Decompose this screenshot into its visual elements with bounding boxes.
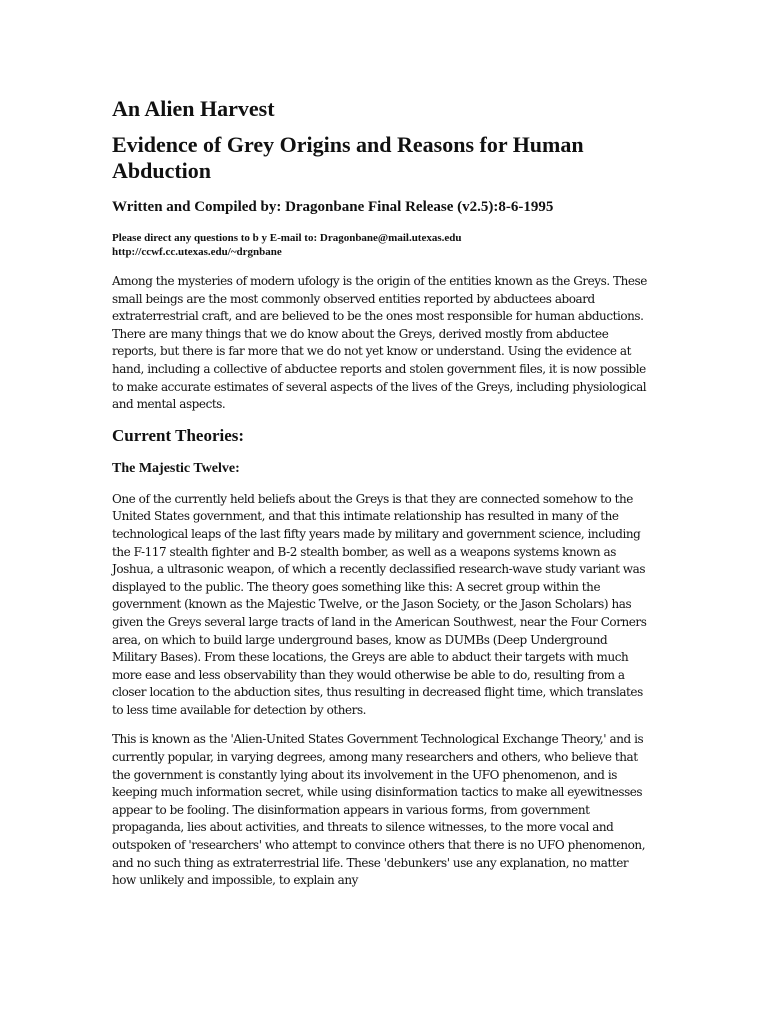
body-paragraph: This is known as the 'Alien-United States Government Technological Exchange Theory,' and is currently popular, in varying degrees, among many researchers and others, who believe that the government is constantly lying about its involvement in the UFO phenomenon, and is keeping much information secret, while using disinformation tactics to make all eyewitnesses appear to be fooling. The disinformation appears in various forms, from government propaganda, lies about activities, and threats to silence witnesses, to the more vocal and outspoken of 'researchers' who attempt to convince others that there is no UFO phenomenon, and no such thing as extraterrestrial life. These 'debunkers' use any explanation, no matter how unlikely and impossible, to explain any bbox=[112, 732, 646, 888]
contact-info bbox=[112, 231, 648, 259]
section-heading: Current Theories: bbox=[112, 425, 245, 445]
document-subtitle: Evidence of Grey Origins and Reasons for Human Abduction bbox=[112, 132, 584, 183]
intro-paragraph: Among the mysteries of modern ufology is the origin of the entities known as the Greys. These small beings are the most commonly observed entities reported by abductees aboard extraterrestrial craft, and are believed to be the ones most responsible for human abductions. There are many things that we do know about the Greys, derived mostly from abductee reports, but there is far more that we do not yet know or understand. Using the evidence at hand, including a collective of abductee reports and stolen government files, it is now possible to make accurate estimates of several aspects of the lives of the Greys, including physiological and mental aspects. bbox=[112, 274, 647, 412]
document-title: An Alien Harvest bbox=[112, 96, 275, 121]
contact-email-line: Please direct any questions to b y E-mail to: Dragonbane@mail.utexas.edu bbox=[112, 232, 462, 244]
byline: Written and Compiled by: Dragonbane Final Release (v2.5):8-6-1995 bbox=[112, 199, 554, 215]
subsection-heading: The Majestic Twelve: bbox=[112, 460, 240, 476]
contact-url-line: http://ccwf.cc.utexas.edu/~drgnbane bbox=[112, 246, 282, 258]
body-paragraph: One of the currently held beliefs about the Greys is that they are connected somehow to the United States government, and that this intimate relationship has resulted in many of the technological leaps of the last fifty years made by military and government science, including the F-117 stealth fighter and B-2 stealth bomber, as well as a weapons systems known as Joshua, a ultrasonic weapon, of which a recently declassified research-wave study variant was displayed to the public. The theory goes something like this: A secret group within the government (known as the Majestic Twelve, or the Jason Society, or the Jason Scholars) has given the Greys several large tracts of land in the American Southwest, near the Four Corners area, on which to build large underground bases, know as DUMBs (Deep Underground Military Bases). From these locations, the Greys are able to abduct their targets with much more ease and less observability than they would otherwise be able to do, resulting from a closer location to the abduction sites, thus resulting in decreased flight time, which translates to less time available for detection by others. bbox=[112, 491, 647, 717]
